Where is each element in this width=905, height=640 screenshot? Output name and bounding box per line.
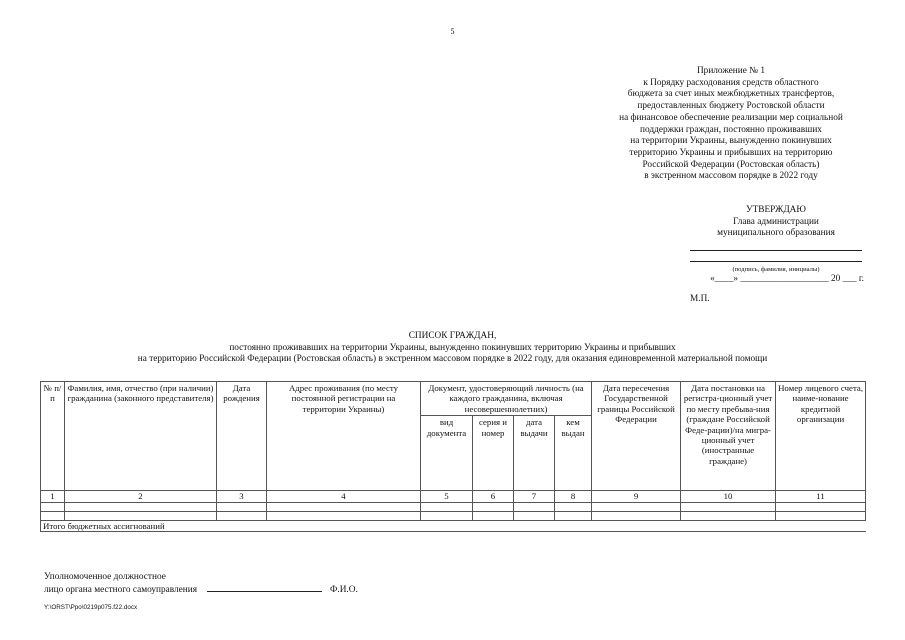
header-address: Адрес проживания (по месту постоянной регистрации на территории Украины) [267,382,421,491]
appendix-line: территорию Украины и прибывших на территорию [629,147,833,158]
appendix-line: к Порядку расходования средств областного [643,77,819,88]
official-title-line1: Уполномоченное должностное [44,572,166,582]
signature-block [44,571,358,596]
column-number: 2 [65,491,217,502]
full-name-label: Ф.И.О. [330,585,358,595]
column-number: 9 [592,491,681,502]
appendix-line: предоставленных бюджету Ростовской области [637,101,825,112]
column-number: 7 [514,491,555,502]
page-number: 5 [450,27,455,36]
table-row [41,511,866,520]
column-number: 11 [776,491,866,502]
column-number: 10 [681,491,776,502]
header-document-issuer: кем выдан [555,416,592,491]
header-number: № п/п [41,382,65,491]
approval-block [688,205,864,285]
header-registration-date: Дата постановки на регистра-ционный учет по месту пребыва-ния (граждане Российской Феде-рации)/на мигра-ционный учет (иностранные граждане) [681,382,776,491]
appendix-line: бюджета за счет иных межбюджетных трансфертов, [627,89,835,100]
title-heading: СПИСОК ГРАЖДАН, [408,331,497,341]
header-account-number: Номер лицевого счета, наиме-нование кредитной организации [776,382,866,491]
appendix-line: Российской Федерации (Ростовская область) [642,159,820,170]
header-identity-document: Документ, удостоверяющий личность (на каждого гражданина, включая несовершеннолетних) [421,382,592,416]
title-subline: на территорию Российской Федерации (Ростовская область) в экстренном массовом порядке в 2022 году, для оказания единовременной материальной помощи [137,354,768,364]
column-number: 6 [473,491,514,502]
appendix-line: на территории Украины, вынужденно покинувших [630,136,832,147]
column-number: 1 [41,491,65,502]
signature-underline [207,583,322,592]
document-title [0,331,905,366]
total-budget-row: Итого бюджетных ассигнований [41,520,866,531]
header-birth-date: Дата рождения [217,382,267,491]
appendix-line: Приложение № 1 [696,66,766,76]
appendix-line: в экстренном массовом порядке в 2022 году [644,171,818,182]
appendix-line: на финансовое обеспечение реализации мер социальной [619,112,843,123]
approval-heading: УТВЕРЖДАЮ [746,205,806,215]
header-document-type: вид документа [421,416,473,491]
citizens-table [40,381,866,532]
approval-date-line: «____» ___________________ 20 ___ г. [710,273,864,284]
file-path: Y:\ORST\Ppo\0219p075.f22.docx [44,604,138,611]
appendix-line: поддержки граждан, постоянно проживавших [640,124,822,135]
header-document-date: дата выдачи [514,416,555,491]
column-number: 4 [267,491,421,502]
header-full-name: Фамилия, имя, отчество (при наличии) гражданина (законного представителя) [65,382,217,491]
column-number: 3 [217,491,267,502]
approval-organization: муниципального образования [717,228,835,239]
stamp-label: М.П. [690,294,710,304]
official-title-line2: лицо органа местного самоуправления [44,585,198,595]
column-number: 5 [421,491,473,502]
header-border-crossing-date: Дата пересечения Государственной границы Российской Федерации [592,382,681,491]
column-number: 8 [555,491,592,502]
signature-caption: (подпись, фамилия, инициалы) [732,265,820,273]
signature-line [690,240,862,251]
signature-line [690,251,862,262]
table-row [41,502,866,511]
header-document-series: серия и номер [473,416,514,491]
title-subline: постоянно проживавших на территории Украины, вынужденно покинувших территорию Украины и прибывших [229,342,676,353]
appendix-block [600,66,862,183]
approval-position: Глава администрации [733,216,819,227]
